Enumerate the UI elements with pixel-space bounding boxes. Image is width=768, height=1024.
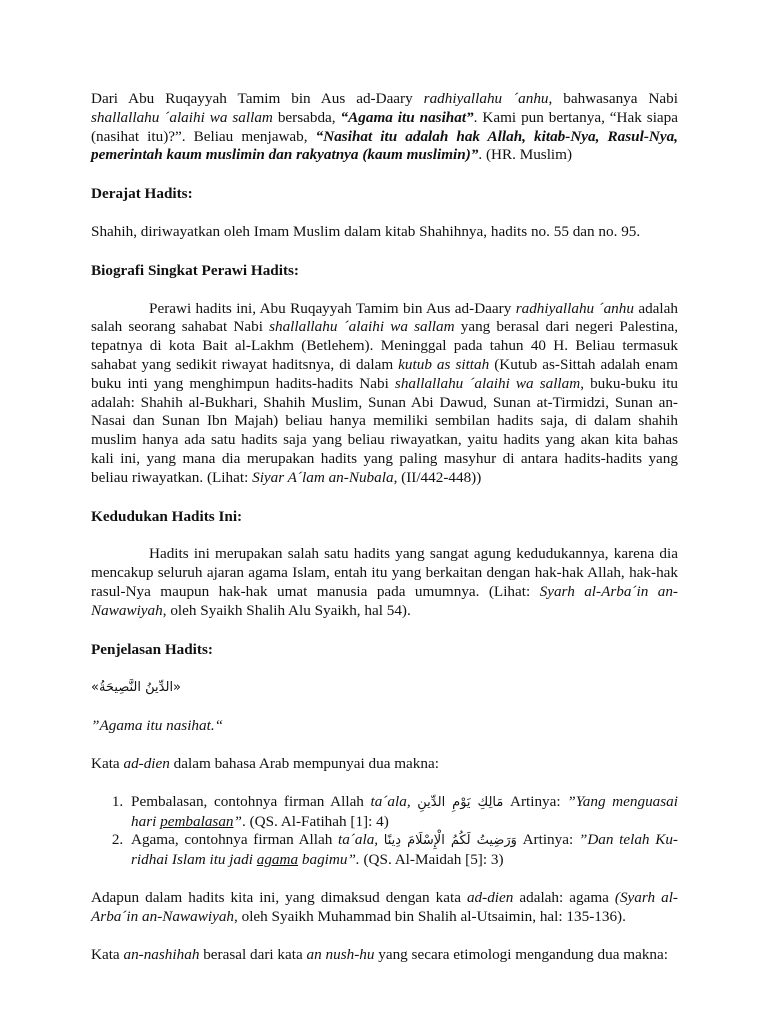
verse-translation: ” bbox=[233, 812, 242, 830]
nashihah-text: Kata bbox=[91, 945, 124, 963]
honorific-text: ta´ala, bbox=[370, 792, 411, 810]
intro-text: . (HR. Muslim) bbox=[478, 146, 573, 164]
intro-text: Dari Abu Ruqayyah Tamim bin Aus ad-Daary bbox=[91, 90, 424, 107]
biografi-text: yang berasal dari negeri Palestina, tepatnya di kota Bait al-Lakhm (Betlehem). Meninggal pada tahun 40 H. Beliau termasuk sahabat yang sedikit riwayat haditsnya, di dalam bbox=[91, 318, 679, 373]
intro-text: , bahwasanya Nabi bbox=[548, 90, 678, 107]
honorific-text: shallallahu ´alaihi wa sallam bbox=[394, 374, 581, 392]
term-text: ad-dien bbox=[123, 754, 170, 772]
intro-paragraph bbox=[91, 90, 678, 165]
derajat-heading: Derajat Hadits: bbox=[91, 185, 193, 203]
book-title: Syarh al-Arba´in an-Nawawiyah bbox=[91, 582, 678, 619]
arabic-verse: مَالِكِ يَوْمِ الدِّينِ bbox=[417, 794, 504, 810]
biografi-text: , (II/442-448)) bbox=[393, 468, 482, 486]
biografi-text: Perawi hadits ini, Abu Ruqayyah Tamim bin Aus ad-Daary bbox=[149, 299, 516, 317]
adapun-text: Adapun dalam hadits kita ini, yang dimaksud dengan kata bbox=[91, 888, 467, 906]
intro-text: . Kami pun bertanya, “Hak siapa (nasihat itu)?”. Beliau menjawab, bbox=[91, 108, 678, 145]
biografi-paragraph bbox=[91, 300, 678, 488]
term-text: an-nashihah bbox=[123, 945, 200, 963]
nashihah-text: yang secara etimologi mengandung dua makna: bbox=[374, 945, 668, 963]
adapun-paragraph bbox=[91, 889, 678, 927]
arabic-hadith-line bbox=[91, 678, 678, 698]
honorific-text: shallallahu ´alaihi wa sallam bbox=[91, 108, 273, 126]
document-page bbox=[91, 90, 678, 964]
penjelasan-heading: Penjelasan Hadits: bbox=[91, 640, 213, 658]
hadith-quote: “Nasihat itu adalah hak Allah, kitab-Nya, Rasul-Nya, pemerintah kaum muslimin dan rakyatnya (kaum muslimin)” bbox=[91, 127, 678, 164]
honorific-text: radhiyallahu ´anhu bbox=[423, 90, 549, 107]
term-text: an nush-hu bbox=[306, 945, 375, 963]
biografi-text: , buku-buku itu adalah: Shahih al-Bukhari, Shahih Muslim, Sunan Abi Dawud, Sunan at-Tirmidzi, Sunan an-Nasai dan Sunan Ibn Majah) beliau hanya memiliki sembilan hadits saja, di dalam shahih muslim hanya ada satu hadits saja yang beliau riwayatkan, yaitu hadits yang akan kita bahas kali ini, yang mana dia merupakan hadits yang paling masyhur di antara hadits-hadits yang beliau riwayatkan. (Lihat: bbox=[91, 374, 679, 486]
kata-text: Kata bbox=[91, 754, 124, 772]
arabic-hadith-text: «الدِّينُ النَّصِيحَةُ» bbox=[91, 680, 182, 696]
arabic-verse: وَرَضِيتُ لَكُمُ الْإِسْلَامَ دِينًا bbox=[383, 833, 517, 849]
verse-keyword: pembalasan bbox=[160, 812, 234, 830]
list-item-text: Artinya: bbox=[516, 831, 579, 849]
list-item-text: Pembalasan, contohnya firman Allah bbox=[131, 792, 371, 810]
intro-text: bersabda, bbox=[272, 108, 341, 126]
adapun-text: , oleh Syaikh Muhammad bin Shalih al-Utsaimin, hal: 135-136). bbox=[234, 907, 626, 925]
verse-translation: ”Dan telah Ku-ridhai Islam itu jadi bbox=[131, 831, 678, 869]
nashihah-paragraph bbox=[91, 946, 678, 965]
list-item-text: Artinya: bbox=[503, 792, 568, 810]
term-text: ad-dien bbox=[466, 888, 514, 906]
verse-reference: . (QS. Al-Fatihah [1]: 4) bbox=[241, 812, 389, 830]
honorific-text: radhiyallahu ´anhu bbox=[515, 299, 634, 317]
kedudukan-paragraph bbox=[91, 545, 678, 620]
biografi-heading: Biografi Singkat Perawi Hadits: bbox=[91, 261, 299, 279]
nashihah-text: berasal dari kata bbox=[199, 945, 307, 963]
verse-translation: bagimu”. bbox=[298, 851, 360, 869]
honorific-text: ta´ala, bbox=[338, 831, 379, 849]
kutub-term: kutub as sittah bbox=[398, 355, 490, 373]
book-title: Siyar A´lam an-Nubala bbox=[252, 468, 394, 486]
list-item bbox=[127, 831, 678, 870]
honorific-text: shallallahu ´alaihi wa sallam bbox=[269, 318, 455, 336]
kata-dien-paragraph bbox=[91, 755, 678, 774]
meaning-list bbox=[91, 793, 678, 870]
kedudukan-heading: Kedudukan Hadits Ini: bbox=[91, 507, 243, 525]
book-title: (Syarh al-Arba´in an-Nawawiyah bbox=[91, 888, 678, 925]
hadith-quote: “Agama itu nasihat” bbox=[340, 108, 474, 126]
list-item-text: Agama, contohnya firman Allah bbox=[131, 831, 339, 849]
kedudukan-text: Hadits ini merupakan salah satu hadits yang sangat agung kedudukannya, karena dia mencakup seluruh ajaran agama Islam, entah itu yang berkaitan dengan hak-hak Allah, hak-hak rasul-Nya maupun hak-hak umat manusia pada umumnya. (Lihat: bbox=[91, 545, 678, 600]
verse-translation: ”Yang menguasai hari bbox=[131, 792, 678, 830]
biografi-text: adalah salah seorang sahabat Nabi bbox=[91, 299, 678, 336]
biografi-text: (Kutub as-Sittah adalah enam buku inti yang menghimpun hadits-hadits Nabi bbox=[91, 355, 678, 392]
list-item bbox=[127, 793, 678, 832]
derajat-paragraph: Shahih, diriwayatkan oleh Imam Muslim dalam kitab Shahihnya, hadits no. 55 dan no. 95. bbox=[91, 222, 641, 240]
adapun-text: adalah: agama bbox=[513, 888, 615, 906]
hadith-translation: ”Agama itu nasihat.“ bbox=[91, 717, 224, 735]
verse-keyword: agama bbox=[256, 851, 299, 869]
kedudukan-text: , oleh Syaikh Shalih Alu Syaikh, hal 54). bbox=[162, 601, 411, 619]
verse-reference: (QS. Al-Maidah [5]: 3) bbox=[359, 851, 504, 869]
kata-text: dalam bahasa Arab mempunyai dua makna: bbox=[169, 754, 439, 772]
